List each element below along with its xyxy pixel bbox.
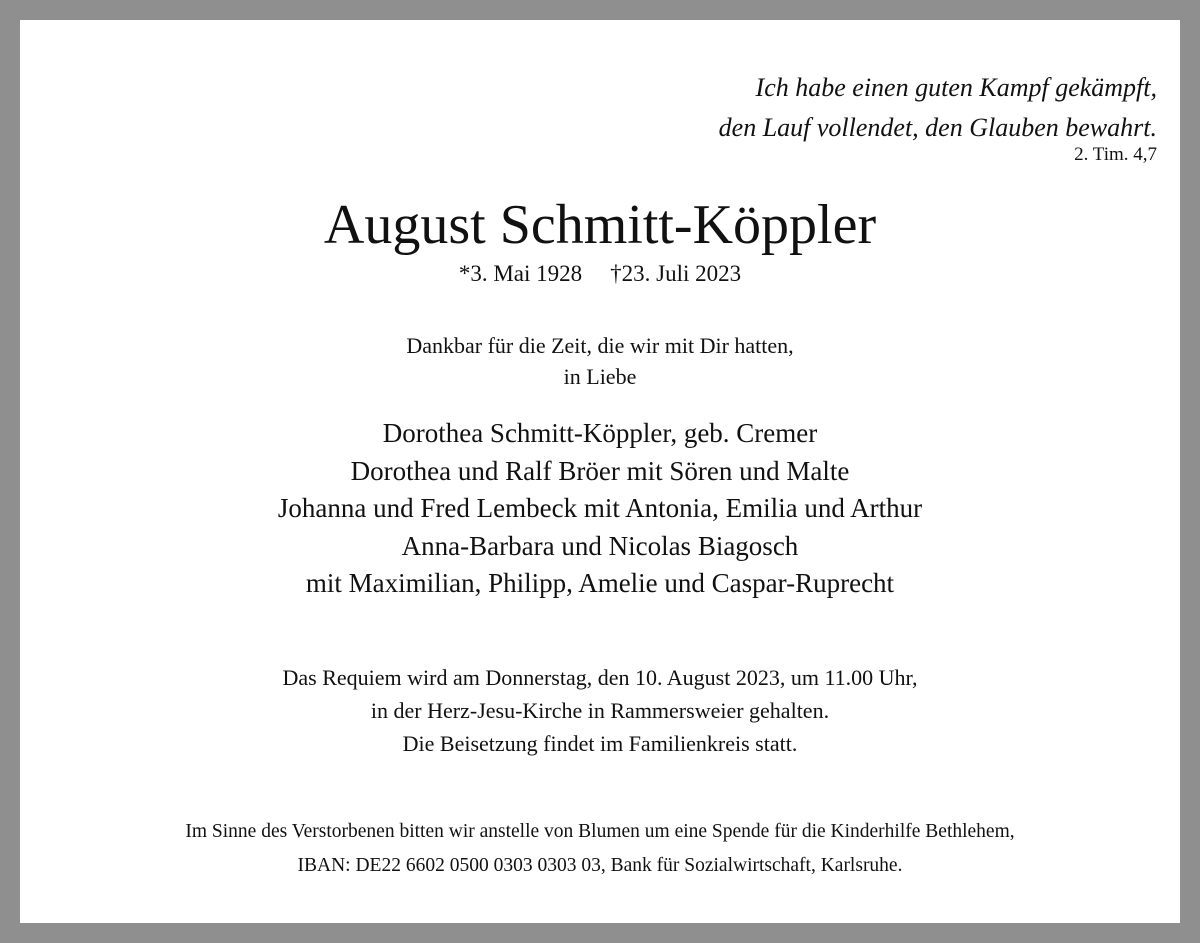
life-dates xyxy=(20,261,1180,287)
donation-line: Im Sinne des Verstorbenen bitten wir anstelle von Blumen um eine Spende für die Kinderhilfe Bethlehem, xyxy=(185,821,1015,842)
requiem-line: in der Herz-Jesu-Kirche in Rammersweier gehalten. xyxy=(370,698,830,723)
deceased-name: August Schmitt-Köppler xyxy=(323,194,877,256)
thanks-text xyxy=(20,330,1180,392)
family-line: mit Maximilian, Philipp, Amelie und Caspar-Ruprecht xyxy=(305,568,895,598)
family-line: Dorothea Schmitt-Köppler, geb. Cremer xyxy=(382,418,818,448)
quote-reference: 2. Tim. 4,7 xyxy=(1074,144,1157,165)
birth-date: *3. Mai 1928 xyxy=(458,261,583,286)
requiem-line: Die Beisetzung findet im Familienkreis statt. xyxy=(402,731,798,756)
family-line: Dorothea und Ralf Bröer mit Sören und Malte xyxy=(350,455,850,486)
family-list xyxy=(20,415,1180,603)
death-date: †23. Juli 2023 xyxy=(610,261,742,286)
donation-request xyxy=(20,815,1180,883)
donation-line: IBAN: DE22 6602 0500 0303 0303 03, Bank für Sozialwirtschaft, Karlsruhe. xyxy=(297,855,903,876)
requiem-info xyxy=(20,661,1180,760)
obituary-notice xyxy=(20,20,1180,923)
thanks-line: Dankbar für die Zeit, die wir mit Dir hatten, xyxy=(406,333,794,358)
bible-quote xyxy=(719,68,1157,148)
thanks-line: in Liebe xyxy=(563,364,637,389)
quote-line: den Lauf vollendet, den Glauben bewahrt. xyxy=(718,113,1157,142)
quote-line: Ich habe einen guten Kampf gekämpft, xyxy=(755,73,1157,102)
requiem-line: Das Requiem wird am Donnerstag, den 10. August 2023, um 11.00 Uhr, xyxy=(282,665,918,690)
family-line: Johanna und Fred Lembeck mit Antonia, Emilia und Arthur xyxy=(277,493,923,523)
family-line: Anna-Barbara und Nicolas Biagosch xyxy=(401,530,799,561)
